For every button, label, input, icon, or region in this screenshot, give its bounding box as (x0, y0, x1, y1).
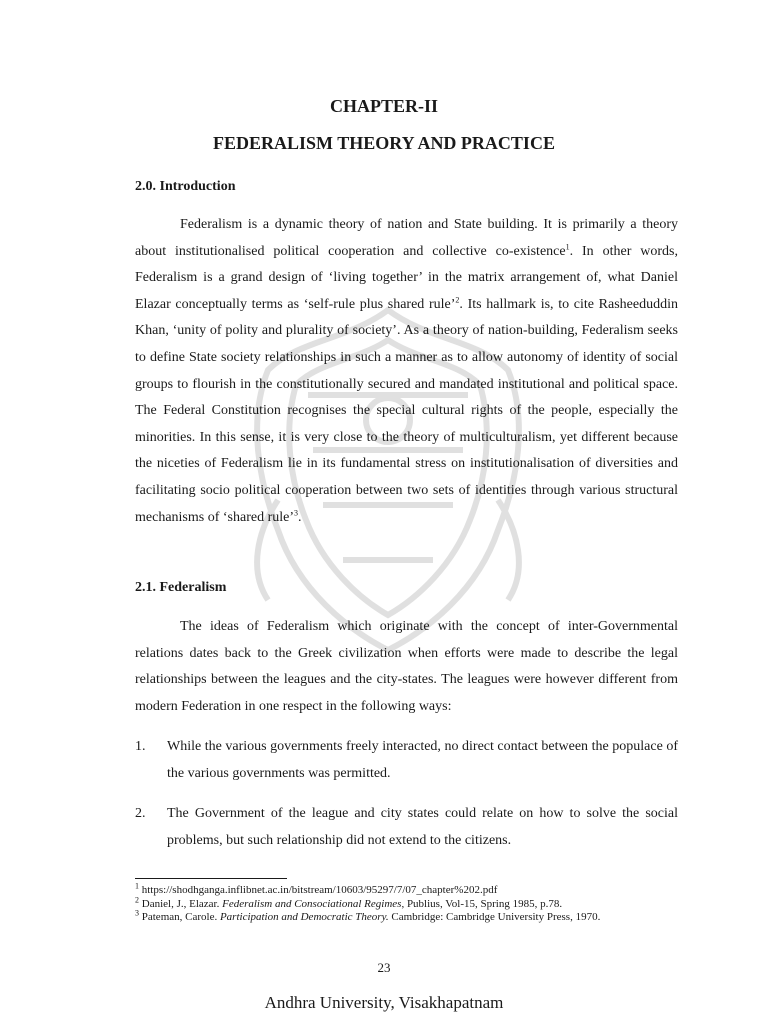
footnote-1: $^1$ https://shodhganga.inflibnet.ac.in/bitstream/10603/95297/7/07_chapter%202.pdf (135, 881, 498, 896)
page-number: 23 (377, 960, 391, 975)
chapter-number: CHAPTER-II (329, 96, 438, 116)
federalism-paragraph: The ideas of Federalism which originate with the concept of inter-Governmental relations dates back to the Greek civilization when efforts were made to describe the legal relationships between the leagues and the city-states. The leagues were however different from modern Federation in one respect in the following ways: (135, 619, 678, 714)
section-heading-introduction: 2.0. Introduction (135, 179, 236, 194)
intro-paragraph: Federalism is a dynamic theory of nation and State building. It is primarily a theory about institutionalised political cooperation and collective co-existence$^1$. In other words, Federalism is a grand design of ‘living together’ in the matrix arrangement of, what Daniel Elazar conceptually terms as ‘self-rule plus shared rule’$^2$. Its hallmark is, to cite Rasheeduddin Khan, ‘unity of polity and plurality of society’. As a theory of nation-building, Federalism seeks to define State society relationships in such a manner as to allow autonomy of identity of social groups to flourish in the constitutionally secured and mandated institutional and political space. The Federal Constitution recognises the special cultural rights of the people, especially the minorities. In this sense, it is very close to the theory of multiculturalism, yet different because the niceties of Federalism lie in its fundamental stress on institutionalisation of diversities and facilitating socio political cooperation between two sets of identities through various structural mechanisms of ‘shared rule’$^3$. (135, 217, 678, 525)
footnote-ref-2: 2 (455, 295, 460, 305)
list-item-text: While the various governments freely interacted, no direct contact between the populace of the various governments was permitted. (167, 739, 678, 781)
list-item-number: 2. (135, 806, 146, 821)
footnote-ref-1: 1 (565, 241, 570, 251)
list-item-number: 1. (135, 739, 146, 754)
footnote-ref-3: 3 (294, 507, 298, 517)
list-item (135, 734, 678, 787)
list-item-text: The Government of the league and city states could relate on how to solve the social problems, but such relationship did not extend to the citizens. (167, 806, 678, 848)
chapter-title: FEDERALISM THEORY AND PRACTICE (213, 133, 555, 153)
list-item (135, 801, 678, 854)
footnote-separator (135, 878, 287, 879)
section-heading-federalism: 2.1. Federalism (135, 580, 227, 595)
footnote-3: $^3$ Pateman, Carole. Participation and Democratic Theory. Cambridge: Cambridge University Press, 1970. (135, 908, 601, 924)
footnotes (135, 881, 695, 925)
footnote-2: $^2$ Daniel, J., Elazar. Federalism and Consociational Regimes, Publius, Vol-15, Spring 1985, p.78. (135, 894, 563, 910)
page-footer: Andhra University, Visakhapatnam (264, 993, 504, 1012)
